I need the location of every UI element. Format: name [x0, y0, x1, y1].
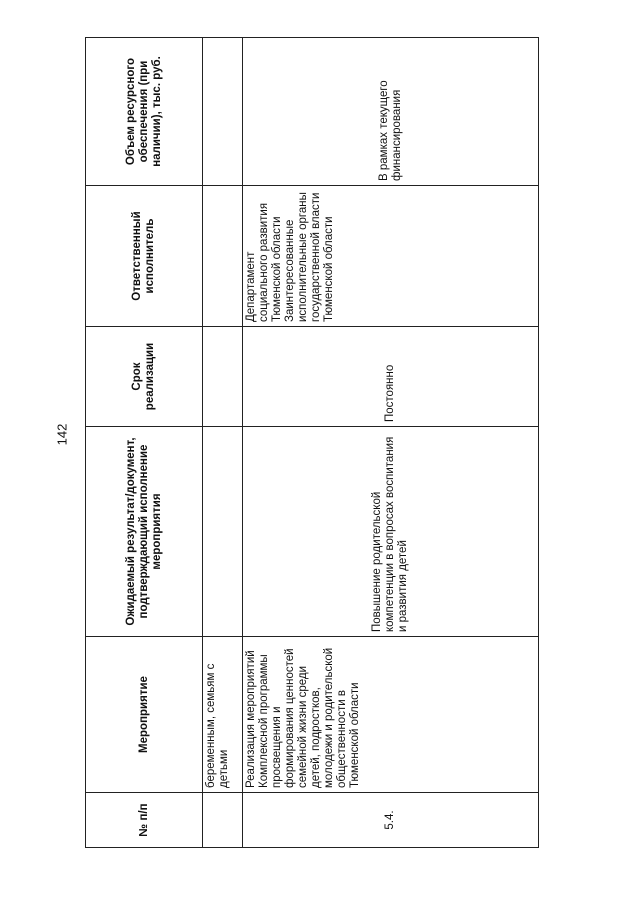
- header-deadline: Срок реализации: [86, 327, 203, 427]
- row-result: Повышение родительской компетенции в вопросах воспитания и развития детей: [243, 427, 539, 637]
- cont-result: [203, 427, 243, 637]
- rotated-table-sheet: [85, 38, 539, 848]
- cont-deadline: [203, 327, 243, 427]
- cont-number: [203, 793, 243, 848]
- header-resources: Объем ресурсного обеспечения (при наличии), тыс. руб.: [86, 38, 203, 186]
- cont-executor: [203, 186, 243, 327]
- header-executor: Ответственный исполнитель: [86, 186, 203, 327]
- executor-primary: Департамент социального развития Тюменской области: [245, 202, 283, 322]
- header-activity: Мероприятие: [86, 637, 203, 793]
- table-row-5-4: [243, 38, 539, 848]
- cont-activity: беременным, семьям с детьми: [203, 637, 243, 793]
- row-executor: [243, 186, 539, 327]
- header-row: [86, 38, 203, 848]
- header-number: № п/п: [86, 793, 203, 848]
- row-activity: Реализация мероприятий Комплексной программы просвещения и формирования ценностей семейной жизни среди детей, подростков, молодежи и родительской общественности в Тюменской области: [243, 637, 539, 793]
- row-deadline: Постоянно: [243, 327, 539, 427]
- activities-table: [85, 37, 539, 848]
- continuation-row: [203, 38, 243, 848]
- page-number: 142: [54, 423, 70, 446]
- row-number: 5.4.: [243, 793, 539, 848]
- row-resources: В рамках текущего финансирования: [243, 38, 539, 186]
- header-result: Ожидаемый результат/документ, подтверждающий исполнение мероприятия: [86, 427, 203, 637]
- executor-secondary: Заинтересованные исполнительные органы государственной власти Тюменской области: [284, 192, 335, 322]
- cont-resources: [203, 38, 243, 186]
